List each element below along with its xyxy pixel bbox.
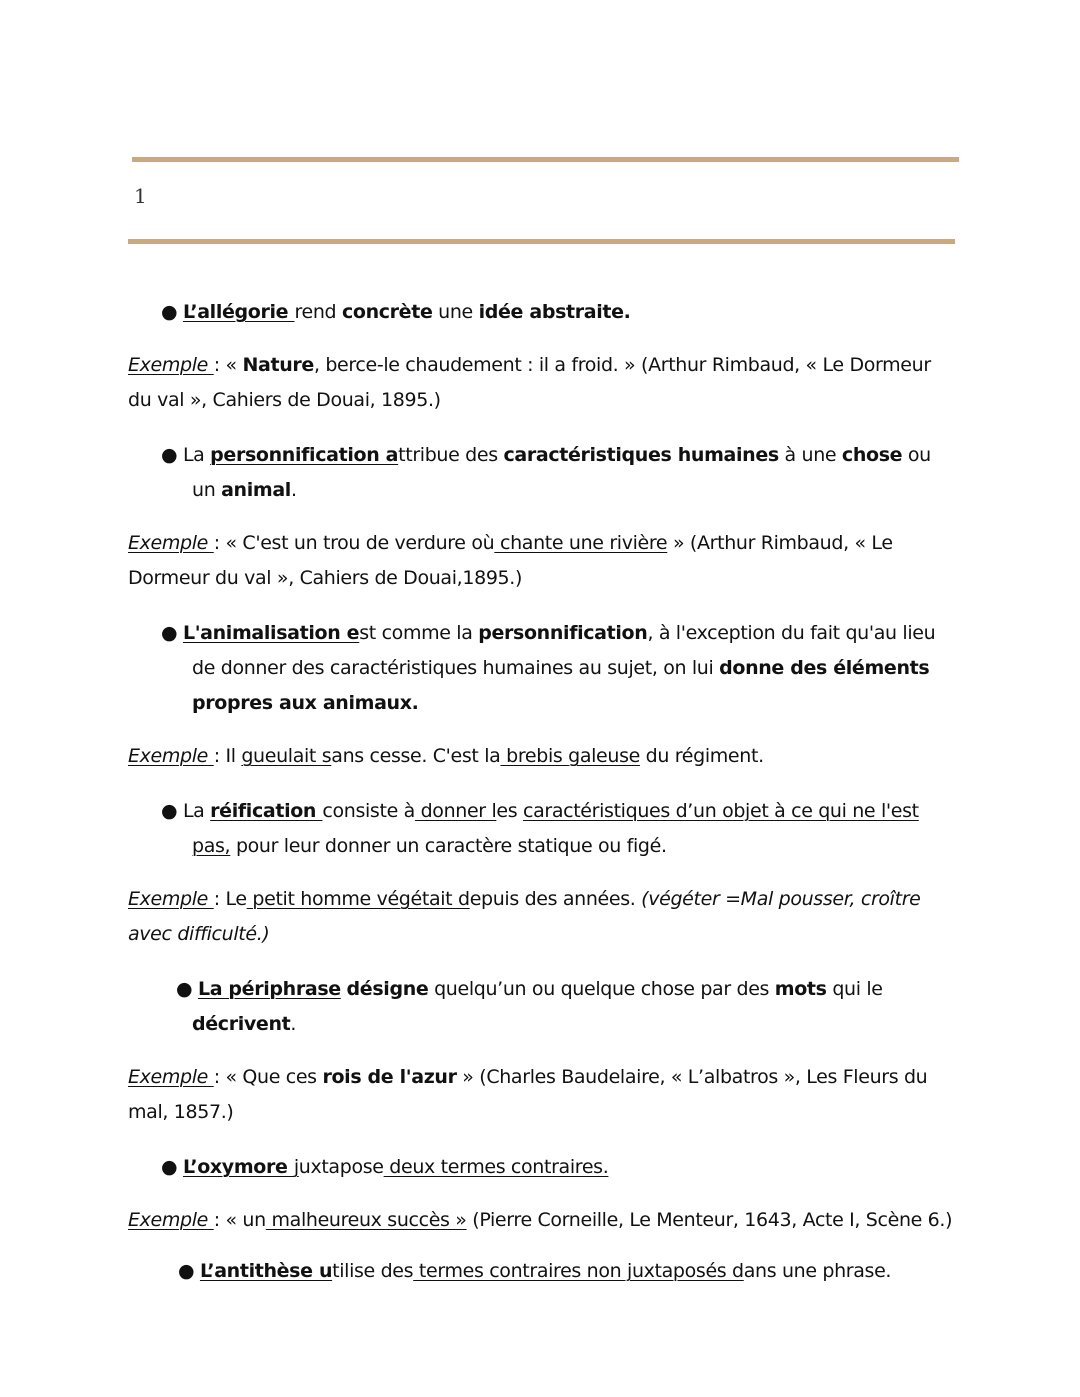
text: à une — [778, 444, 842, 466]
text: st comme la — [359, 622, 479, 644]
example-personnification — [128, 526, 958, 596]
underlined-text: caractéristiques d’un objet à ce qui ne l'est pas, — [192, 800, 919, 857]
underlined-text: donner l — [414, 800, 497, 822]
definition-animalisation — [128, 616, 958, 721]
underlined-text: petit homme végétait d — [246, 888, 470, 910]
text: : « — [213, 354, 243, 376]
text: es — [496, 800, 523, 822]
bold-text: animal — [221, 479, 291, 501]
text: quelqu’un ou quelque chose par des — [428, 978, 775, 1000]
example-label: Exemple — [128, 1066, 214, 1088]
term-personnification: personnification a — [210, 444, 399, 466]
term-reification: réification — [210, 800, 323, 822]
bullet-icon: ● — [161, 444, 178, 466]
page-number: 1 — [134, 184, 147, 208]
bullet-icon: ● — [161, 622, 178, 644]
bold-text: concrète — [341, 301, 433, 323]
definition-allegorie — [128, 295, 958, 330]
text: epuis des années. — [469, 888, 642, 910]
definition-periphrase — [128, 972, 958, 1042]
text: : « un — [213, 1209, 266, 1231]
text: » (Charles Baudelaire, « L’albatros », Les Fleurs du mal, 1857.) — [128, 1066, 928, 1123]
text: pour leur donner un caractère statique ou figé. — [230, 835, 667, 857]
header-rule-top — [132, 157, 959, 162]
definition-reification — [128, 794, 958, 864]
text: qui le — [826, 978, 883, 1000]
term-oxymore: L’oxymore — [182, 1156, 294, 1178]
example-label: Exemple — [128, 532, 214, 554]
underlined-text: deux termes contraires. — [383, 1156, 609, 1178]
bullet-icon: ● — [161, 301, 178, 323]
text: : Le — [213, 888, 247, 910]
bold-text: personnification — [478, 622, 648, 644]
text: ans une phrase. — [743, 1260, 892, 1282]
italic-note: (végéter =Mal pousser, croître avec difficulté.) — [128, 888, 921, 945]
text: consiste à — [322, 800, 415, 822]
text: La — [182, 444, 211, 466]
bold-text: mots — [774, 978, 827, 1000]
bold-text: donne des éléments propres aux animaux. — [192, 657, 930, 714]
underlined-text: chante une rivière — [494, 532, 668, 554]
bold-text: idée abstraite. — [478, 301, 631, 323]
bullet-icon: ● — [161, 1156, 178, 1178]
term-antithese: L’antithèse u — [199, 1260, 333, 1282]
underlined-text: brebis galeuse — [500, 745, 640, 767]
underlined-text: j — [293, 1156, 299, 1178]
bold-text: rois de l'azur — [322, 1066, 457, 1088]
example-allegorie — [128, 348, 958, 418]
text: ttribue des — [398, 444, 504, 466]
bold-text: chose — [841, 444, 903, 466]
bullet-icon: ● — [161, 800, 178, 822]
bold-text: décrivent — [192, 1013, 291, 1035]
text: » (Arthur Rimbaud, « Le Dormeur du val », Cahiers de Douai,1895.) — [128, 532, 893, 589]
text: . — [290, 479, 297, 501]
bullet-icon: ● — [178, 1260, 195, 1282]
text: ans cesse. C'est la — [331, 745, 501, 767]
bold-text: Nature — [242, 354, 314, 376]
text: , berce-le chaudement : il a froid. » (Arthur Rimbaud, « Le Dormeur du val », Cahiers de Douai, 1895.) — [128, 354, 931, 411]
example-periphrase — [128, 1060, 958, 1130]
definition-oxymore — [128, 1150, 958, 1185]
example-animalisation — [128, 739, 958, 774]
underlined-text: gueulait s — [241, 745, 332, 767]
text: rend — [294, 301, 342, 323]
text: . — [290, 1013, 297, 1035]
text: : « Que ces — [213, 1066, 323, 1088]
example-label: Exemple — [128, 888, 214, 910]
term-allegorie: L’allégorie — [182, 301, 295, 323]
text: tilise des — [332, 1260, 414, 1282]
example-label: Exemple — [128, 745, 214, 767]
text: une — [432, 301, 479, 323]
text: La — [182, 800, 211, 822]
text: : Il — [213, 745, 242, 767]
text: , à l'exception du fait qu'au lieu de donner des caractéristiques humaines au sujet, on lui — [192, 622, 936, 679]
example-label: Exemple — [128, 354, 214, 376]
example-reification — [128, 882, 958, 952]
bold-text: désigne — [346, 978, 429, 1000]
text: ou un — [192, 444, 931, 501]
definition-personnification — [128, 438, 958, 508]
document-body — [128, 295, 958, 1289]
header-rule-bottom — [128, 239, 955, 244]
example-label: Exemple — [128, 1209, 214, 1231]
text: uxtapose — [298, 1156, 384, 1178]
term-animalisation: L'animalisation e — [182, 622, 360, 644]
bullet-icon: ● — [176, 978, 193, 1000]
text: (Pierre Corneille, Le Menteur, 1643, Acte I, Scène 6.) — [466, 1209, 953, 1231]
bold-text: caractéristiques humaines — [503, 444, 779, 466]
text: : « C'est un trou de verdure où — [213, 532, 495, 554]
underlined-text: malheureux succès » — [265, 1209, 467, 1231]
example-oxymore — [128, 1203, 958, 1238]
definition-antithese — [128, 1254, 958, 1289]
text: du régiment. — [639, 745, 764, 767]
underlined-text: termes contraires non juxtaposés d — [413, 1260, 744, 1282]
term-periphrase: La périphrase — [197, 978, 341, 1000]
